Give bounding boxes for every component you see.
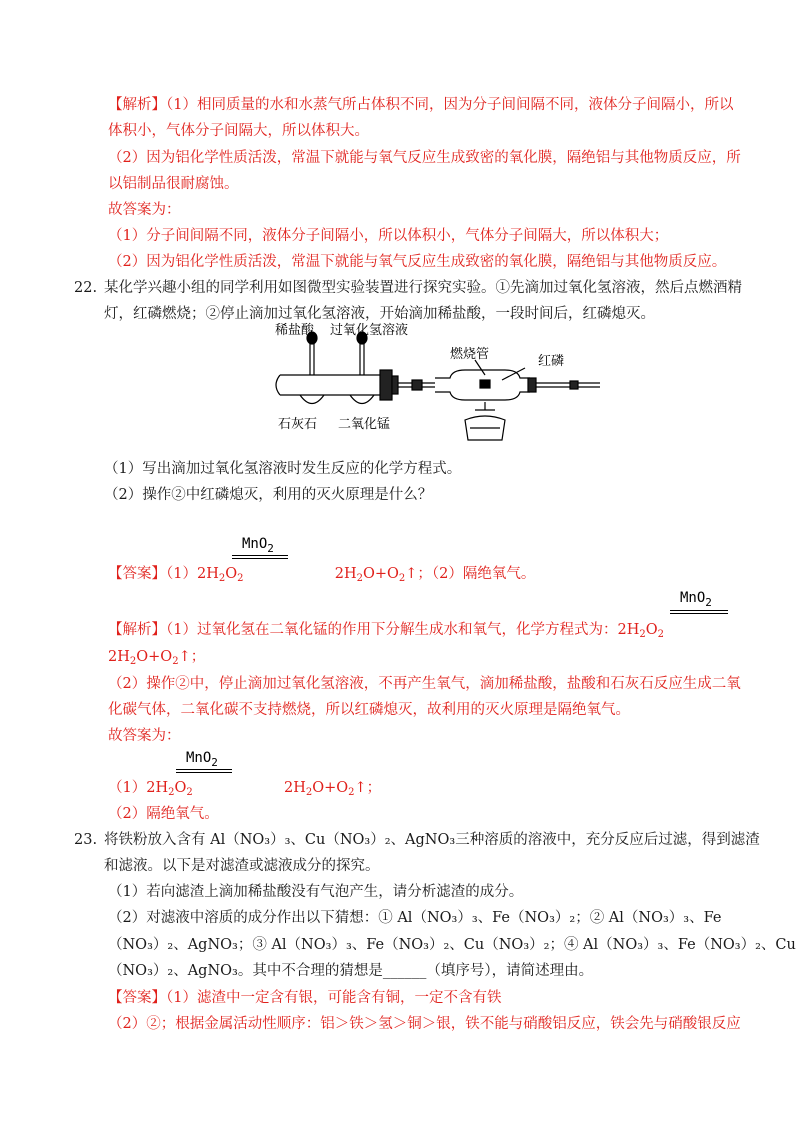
- question22-sub1: （1）写出滴加过氧化氢溶液时发生反应的化学方程式。: [104, 461, 462, 477]
- question22-line2: 灯，红磷燃烧；②停止滴加过氧化氢溶液，开始滴加稀盐酸，一段时间后，红磷熄灭。: [104, 306, 655, 322]
- analysis22-line5: 故答案为：: [108, 728, 181, 744]
- equation-arrow-line: [670, 610, 728, 611]
- equation-arrow-line: [232, 555, 288, 556]
- question23-line2: 和滤液。以下是对滤渣或滤液成分的探究。: [104, 858, 380, 874]
- analysis21-line6: （1）分子间间隔不同，液体分子间隔小，所以体积小，气体分子间隔大，所以体积大；: [108, 228, 669, 244]
- catalyst-label-analysis: MnO$_2$: [680, 590, 712, 609]
- question23-line1: 将铁粉放入含有 Al（NO₃）₃、Cu（NO₃）₂、AgNO₃三种溶质的溶液中，充分反应后过滤，得到滤渣: [104, 832, 760, 848]
- analysis21-line3: （2）因为铝化学性质活泼，常温下就能与氧气反应生成致密的氧化膜，隔绝铝与其他物质反应，所: [108, 150, 741, 166]
- question23-sub2-line2: （NO₃）₂、AgNO₃；③ Al（NO₃）₃、Fe（NO₃）₂、Cu（NO₃）₂；④ Al（NO₃）₃、Fe（NO₃）₂、Cu: [108, 937, 796, 953]
- question23-sub2-line3: （NO₃）₂、AgNO₃。其中不合理的猜想是______（填序号），请简述理由。: [108, 963, 594, 979]
- experiment-apparatus-figure: [270, 320, 610, 445]
- label-limestone: 石灰石: [278, 417, 318, 432]
- label-red-phosphorus: 红磷: [538, 354, 565, 369]
- catalyst-label-answer: MnO$_2$: [242, 536, 274, 555]
- label-manganese-dioxide: 二氧化锰: [338, 417, 391, 432]
- analysis22-line6: $(1)2H_2O_2$ $2H_2O+O_2↑$；: [108, 780, 382, 798]
- question22-number: 22.: [74, 280, 98, 296]
- answer23-line1: 【答案】（1）滤渣中一定含有银，可能含有铜，一定不含有铁: [108, 990, 502, 1006]
- equation-arrow-line: [176, 769, 232, 770]
- analysis21-line5: 故答案为：: [108, 202, 181, 218]
- answer22: 【答案】$(1)2H_2O_2$ $2H_2O+O_2↑$；（2）隔绝氧气。: [108, 566, 536, 584]
- answer23-line2: （2）②；根据金属活动性顺序：铝＞铁＞氢＞铜＞银，铁不能与硝酸铝反应，铁会先与硝酸银反应: [108, 1016, 741, 1032]
- question23-sub1: （1）若向滤渣上滴加稀盐酸没有气泡产生，请分析滤渣的成分。: [108, 884, 524, 900]
- question23-number: 23.: [74, 832, 98, 848]
- analysis21-line4: 以铝制品很耐腐蚀。: [108, 176, 239, 192]
- label-hydrogen-peroxide: 过氧化氢溶液: [330, 323, 409, 338]
- question22-line1: 某化学兴趣小组的同学利用如图微型实验装置进行探究实验。①先滴加过氧化氢溶液，然后点燃酒精: [104, 280, 742, 296]
- equation-arrow-line: [232, 558, 288, 559]
- label-hydrochloric-acid: 稀盐酸: [275, 323, 315, 338]
- label-burning-tube: 燃烧管: [450, 347, 490, 362]
- analysis22-line1: 【解析】（1）过氧化氢在二氧化锰的作用下分解生成水和氧气，化学方程式为：$2H_2O_2$: [108, 622, 664, 640]
- analysis22-line3: （2）操作②中，停止滴加过氧化氢溶液，不再产生氧气，滴加稀盐酸，盐酸和石灰石反应生成二氧: [108, 676, 741, 692]
- analysis22-line2: $2H_2O+O_2↑$；: [108, 649, 206, 667]
- equation-arrow-line: [670, 613, 728, 614]
- analysis21-line2: 体积小，气体分子间隔大，所以体积大。: [108, 123, 369, 139]
- analysis22-line7: （2）隔绝氧气。: [108, 806, 219, 822]
- analysis21-line7: （2）因为铝化学性质活泼，常温下就能与氧气反应生成致密的氧化膜，隔绝铝与其他物质反应。: [108, 254, 727, 270]
- analysis21-line1: 【解析】（1）相同质量的水和水蒸气所占体积不同，因为分子间间隔不同，液体分子间隔小，所以: [108, 97, 734, 113]
- equation-arrow-line: [176, 772, 232, 773]
- analysis22-line4: 化碳气体，二氧化碳不支持燃烧，所以红磷熄灭，故利用的灭火原理是隔绝氧气。: [108, 702, 630, 718]
- catalyst-label-summary: MnO$_2$: [186, 750, 218, 769]
- question22-sub2: （2）操作②中红磷熄灭，利用的灭火原理是什么？: [104, 487, 433, 503]
- question23-sub2-line1: （2）对滤液中溶质的成分作出以下猜想：① Al（NO₃）₃、Fe（NO₃）₂；② Al（NO₃）₃、Fe: [108, 910, 722, 926]
